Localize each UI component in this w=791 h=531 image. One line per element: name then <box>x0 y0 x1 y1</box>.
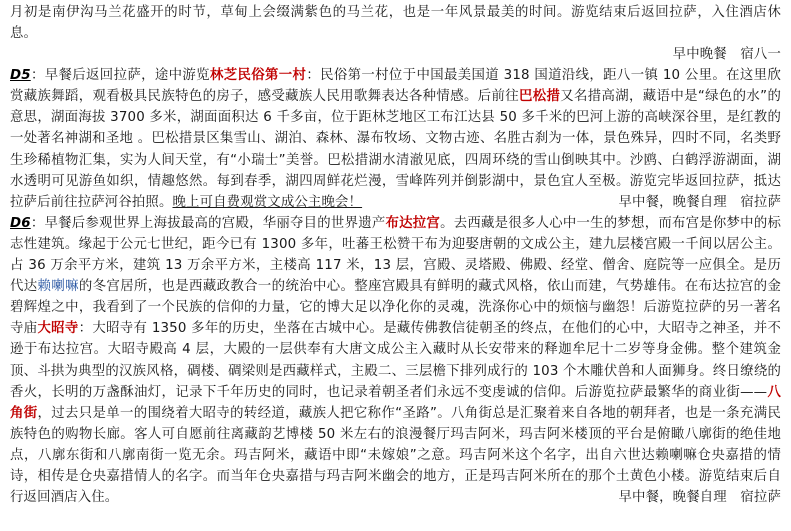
attraction-minsu-village: 林芝民俗第一村 <box>209 68 307 84</box>
day-5-label: D5 <box>10 68 31 84</box>
dalai-lama-highlight: 赖喇嘛 <box>37 279 79 295</box>
day-6-meals-lodging: 早中餐，晚餐自理 宿拉萨 <box>618 490 781 506</box>
day-5-description <box>10 65 781 213</box>
day-6-text-1: ：早餐后参观世界上海拔最高的宫殿，华丽夺目的世界遗产 <box>30 215 386 231</box>
attraction-potala-palace: 布达拉宫 <box>385 215 441 231</box>
day-6-meals-row <box>10 487 781 508</box>
day-4-description: 月初是南伊沟马兰花盛开的时节，草甸上会缀满紫色的马兰花，也是一年风景最美的时间。游览结束后返回拉萨，入住酒店休息。 <box>10 5 781 42</box>
day-6-text-3: 的冬宫居所，也是西藏政教合一的统治中心。整座宫殿具有鲜明的藏式风格，依山而建，气势雄伟。在布达拉宫的金碧辉煌之中，我看到了一个民族的信仰的力量，它的博大足以净化你的灵魂，洗涤你心中的烦恼与幽怨！后游览拉萨的另一著名寺庙 <box>10 279 781 337</box>
day-4-section <box>10 2 781 65</box>
day-5-text-1: ：早餐后返回拉萨，途中游览 <box>30 68 210 84</box>
attraction-basongcuo: 巴松措 <box>518 89 561 105</box>
day-4-meals-lodging: 早中晚餐 宿八一 <box>672 47 781 63</box>
day-6-text-2: 。去西藏是很多人心中一生的梦想，而布宫是你梦中的标志性建筑。缘起于公元七世纪，距今已有 1300 多年，吐蕃王松赞干布为迎娶唐朝的文成公主，建九层楼宫殿一千间以居公主。占 36 万余平方米，建筑 13 万余平方米，主楼高 117 米，13 层，宫殿、灵塔殿、佛殿、经堂、僧舍、庭院等一应俱全。是历代达 <box>10 215 781 295</box>
attraction-barkhor-street: 八角街 <box>10 384 781 421</box>
day-6-section <box>10 213 781 508</box>
attraction-jokhang-temple: 大昭寺 <box>37 321 79 337</box>
day-5-text-3: 又名措高湖，藏语中是“绿色的水”的意思，湖面海拔 3700 多米，湖面面积达 6 千多亩，位于距林芝地区工布江达县 50 多千米的巴河上游的高峡深谷里，是红教的一处著名神湖和圣地 。巴松措景区集雪山、湖泊、森林、瀑布牧场、文物古迹、名胜古刹为一体，景色殊异，四时不同，名类野生珍稀植物汇集，实为人间天堂，有“小瑞士”美誉。巴松措湖水清澈见底，四周环绕的雪山倒映其中。沙鸥、白鹤浮游湖面，湖水透明可见游鱼如织，情趣悠然。每到春季，湖四周鲜花烂漫，雪峰阵列并倒影湖中，景色宜人至极。游览完毕返回拉萨，抵达拉萨后前往拉萨河谷拍照。 <box>10 89 781 210</box>
day-6-label: D6 <box>10 215 31 231</box>
day-5-text-2: ：民俗第一村位于中国最美国道 318 国道沿线，距八一镇 10 公里。在这里欣赏藏族舞蹈，观看极具民族特色的房子，感受藏族人民用歌舞表达各种情感。后前往 <box>10 68 781 105</box>
day-5-optional-show-note: 晚上可自费观赏文成公主晚会！ <box>172 194 363 210</box>
day-5-meals-lodging: 早中餐，晚餐自理 宿拉萨 <box>618 194 781 210</box>
day-6-description <box>10 213 781 508</box>
day-6-text-4: ：大昭寺有 1350 多年的历史，坐落在古城中心。是藏传佛教信徒朝圣的终点，在他们的心中，大昭寺之神圣，并不逊于布达拉宫。大昭寺殿高 4 层，大殿的一层供奉有大唐文成公主入藏时从长安带来的释迦牟尼十二岁等身金佛。整个建筑金顶、斗拱为典型的汉族风格，碉楼、碉梁则是西藏样式，主殿二、三层檐下排列成行的 103 个木雕伏兽和人面狮身。终日缭绕的香火，长明的万盏酥油灯，记录下千年历史的同时，也记录着朝圣者们永远不变虔诚的信仰。后游览拉萨最繁华的商业街—— <box>10 321 781 400</box>
day-4-meals-row <box>10 44 781 65</box>
day-5-section <box>10 65 781 213</box>
day-6-text-5: ，过去只是单一的围绕着大昭寺的转经道，藏族人把它称作“圣路”。八角街总是汇聚着来自各地的朝拜者，也是一条充满民族特色的购物长廊。客人可自愿前往离藏韵艺博楼 50 米左右的浪漫餐厅玛吉阿米，玛吉阿米楼顶的平台是俯瞰八廓街的绝佳地点，八廓东街和八廓南街一览无余。玛吉阿米，藏语中即“未嫁娘”之意。玛吉阿米这个名字，出自六世达赖喇嘛仓央嘉措的情诗，相传是仓央嘉措情人的名字。而当年仓央嘉措与玛吉阿米幽会的地方，正是玛吉阿米所在的那个土黄色小楼。游览结束后自行返回酒店入住。 <box>10 405 781 506</box>
